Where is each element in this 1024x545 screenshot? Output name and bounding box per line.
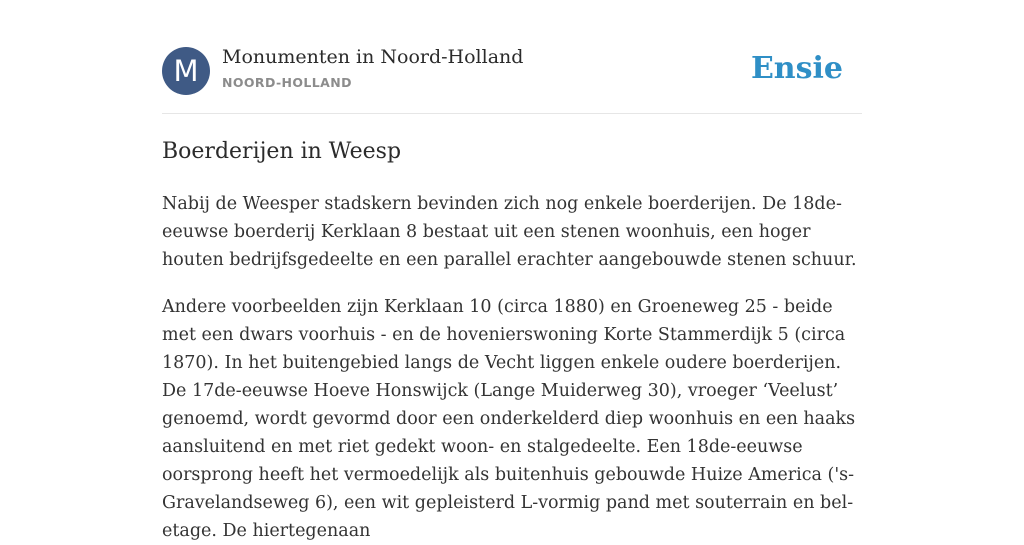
header-divider — [162, 113, 862, 114]
site-title[interactable]: Monumenten in Noord-Holland — [222, 46, 524, 68]
article-paragraph: Nabij de Weesper stadskern bevinden zich nog enkele boerderijen. De 18de-eeuwse boerderij Kerklaan 8 bestaat uit een stenen woonhuis, een hoger houten bedrijfsgedeelte en een parallel erachter aangebouwde stenen schuur. — [162, 194, 857, 270]
article-paragraph: Andere voorbeelden zijn Kerklaan 10 (circa 1880) en Groeneweg 25 - beide met een dwars voorhuis - en de hovenierswoning Korte Stammerdijk 5 (circa 1870). In het buitengebied langs de Vecht liggen enkele oudere boerderijen. De 17de-eeuwse Hoeve Honswijck (Lange Muiderweg 30), vroeger ‘Veelust’ genoemd, wordt gevormd door een onderkelderd diep woonhuis en een haaks aansluitend en met riet gedekt woon- en stalgedeelte. Een 18de-eeuwse oorsprong heeft het vermoedelijk als buitenhuis gebouwde Huize America ('s-Gravelandseweg 6), een wit gepleisterd L-vormig pand met souterrain en bel-etage. De hiertegenaan — [162, 297, 856, 541]
article — [162, 136, 862, 545]
article-title: Boerderijen in Weesp — [162, 139, 402, 164]
site-header — [162, 46, 862, 96]
site-subtitle[interactable]: NOORD-HOLLAND — [222, 75, 352, 90]
avatar[interactable]: M — [162, 47, 210, 95]
brand-logo-link[interactable]: Ensie — [750, 51, 843, 86]
